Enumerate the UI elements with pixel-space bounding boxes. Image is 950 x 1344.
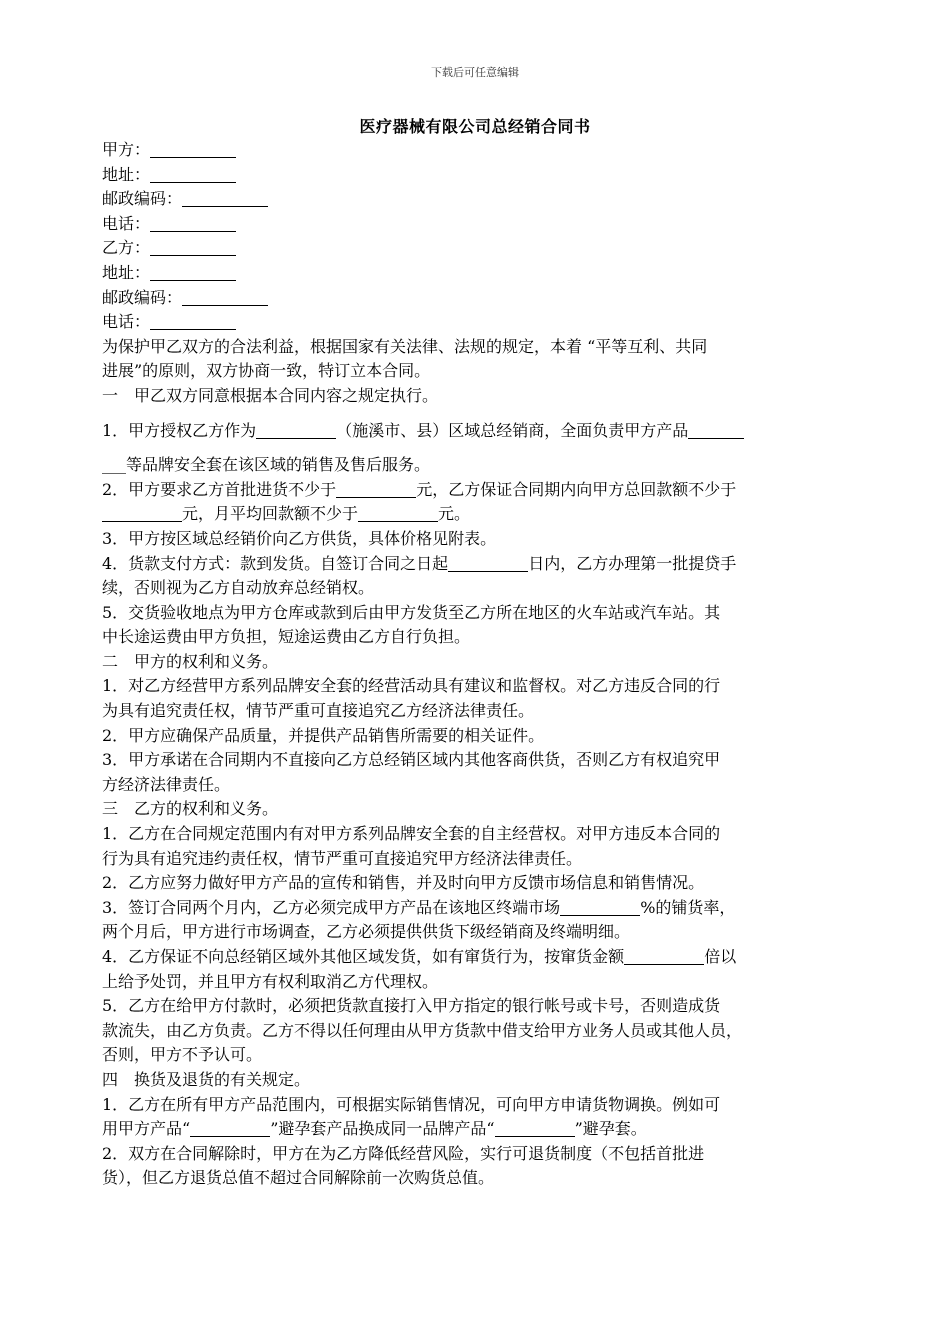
clause: 用甲方产品“ ”避孕套产品换成同一品牌产品“ ”避孕套。 — [102, 1119, 647, 1139]
clause: 行为具有追究违约责任权，情节严重可直接追究甲方经济法律责任。 — [102, 848, 583, 868]
blank — [336, 479, 416, 498]
contract-title: 医疗器械有限公司总经销合同书 — [359, 117, 591, 136]
page-header: 下载后可任意编辑 — [431, 66, 519, 79]
clause: 5．交货验收地点为甲方仓库或款到后由甲方发货至乙方所在地区的火车站或汽车站。其 — [102, 602, 721, 622]
party-b-name-field: 乙方： — [102, 236, 872, 261]
section-heading: 三 乙方的权利和义务。 — [102, 799, 279, 819]
blank — [256, 420, 336, 439]
blank — [150, 311, 236, 330]
clause: 1．对乙方经营甲方系列品牌安全套的经营活动具有建议和监督权。对乙方违反合同的行 — [102, 676, 721, 696]
clause: 否则，甲方不予认可。 — [102, 1045, 263, 1065]
blank — [150, 139, 236, 158]
contract-body — [102, 138, 872, 1191]
blank — [624, 946, 704, 965]
clause: 为具有追究责任权，情节严重可直接追究乙方经济法律责任。 — [102, 701, 535, 721]
blank — [150, 237, 236, 256]
clause: 方经济法律责任。 — [102, 774, 231, 794]
blank — [358, 503, 438, 522]
clause: 两个月后，甲方进行市场调查，乙方必须提供供货下级经销商及终端明细。 — [102, 922, 631, 942]
clause: 1．乙方在所有甲方产品范围内，可根据实际销售情况，可向甲方申请货物调换。例如可 — [102, 1094, 721, 1114]
blank — [190, 1118, 270, 1137]
clause: 2．双方在合同解除时，甲方在为乙方降低经营风险，实行可退货制度（不包括首批进 — [102, 1143, 705, 1163]
clause: 货），但乙方退货总值不超过合同解除前一次购货总值。 — [102, 1168, 495, 1188]
clause: 5．乙方在给甲方付款时，必须把货款直接打入甲方指定的银行帐号或卡号，否则造成货 — [102, 996, 721, 1016]
clause: 款流失，由乙方负责。乙方不得以任何理由从甲方货款中借支给甲方业务人员或其他人员， — [102, 1020, 743, 1040]
party-a-phone-field: 电话： — [102, 212, 872, 237]
clause: 4．货款支付方式：款到发货。自签订合同之日起 日内，乙方办理第一批提贷手 — [102, 553, 737, 573]
blank — [150, 262, 236, 281]
intro-line: 进展”的原则，双方协商一致，特订立本合同。 — [102, 361, 431, 381]
clause: 1．甲方授权乙方作为 （施溪市、县）区域总经销商，全面负责甲方产品 — [102, 419, 872, 444]
clause: 上给予处罚，并且甲方有权利取消乙方代理权。 — [102, 971, 439, 991]
clause: 2．乙方应努力做好甲方产品的宣传和销售，并及时向甲方反馈市场信息和销售情况。 — [102, 873, 705, 893]
clause: 3．甲方按区域总经销价向乙方供货，具体价格见附表。 — [102, 528, 497, 548]
clause: 2．甲方应确保产品质量，并提供产品销售所需要的相关证件。 — [102, 725, 545, 745]
clause: 1．乙方在合同规定范围内有对甲方系列品牌安全套的自主经营权。对甲方违反本合同的 — [102, 824, 721, 844]
blank — [688, 420, 744, 439]
blank — [448, 553, 528, 572]
section-heading: 一 甲乙双方同意根据本合同内容之规定执行。 — [102, 385, 439, 405]
clause: 中长途运费由甲方负担，短途运费由乙方自行负担。 — [102, 627, 471, 647]
section-heading: 四 换货及退货的有关规定。 — [102, 1069, 311, 1089]
clause: 3．甲方承诺在合同期内不直接向乙方总经销区域内其他客商供货，否则乙方有权追究甲 — [102, 750, 721, 770]
clause: 3．签订合同两个月内，乙方必须完成甲方产品在该地区终端市场 %的铺货率， — [102, 897, 736, 917]
blank — [495, 1118, 575, 1137]
party-b-zip-field: 邮政编码： — [102, 286, 872, 311]
party-a-zip-field: 邮政编码： — [102, 187, 872, 212]
party-a-address-field: 地址： — [102, 163, 872, 188]
intro-line: 为保护甲乙双方的合法利益，根据国家有关法律、法规的规定，本着 “平等互利、共同 — [102, 336, 708, 356]
blank — [150, 164, 236, 183]
blank — [150, 213, 236, 232]
clause: ___等品牌安全套在该区域的销售及售后服务。 — [102, 455, 431, 475]
clause: 元，月平均回款额不少于 元。 — [102, 502, 872, 527]
blank — [102, 503, 182, 522]
clause: 续，否则视为乙方自动放弃总经销权。 — [102, 578, 375, 598]
party-a-name-field: 甲方： — [102, 138, 872, 163]
clause: 2．甲方要求乙方首批进货不少于 元，乙方保证合同期内向甲方总回款额不少于 — [102, 479, 737, 499]
blank — [560, 897, 640, 916]
clause: 4．乙方保证不向总经销区域外其他区域发货，如有窜货行为，按窜货金额 倍以 — [102, 947, 737, 966]
party-b-phone-field: 电话： — [102, 310, 872, 335]
section-heading: 二 甲方的权利和义务。 — [102, 651, 279, 671]
party-b-address-field: 地址： — [102, 261, 872, 286]
blank — [182, 188, 268, 207]
blank — [182, 287, 268, 306]
